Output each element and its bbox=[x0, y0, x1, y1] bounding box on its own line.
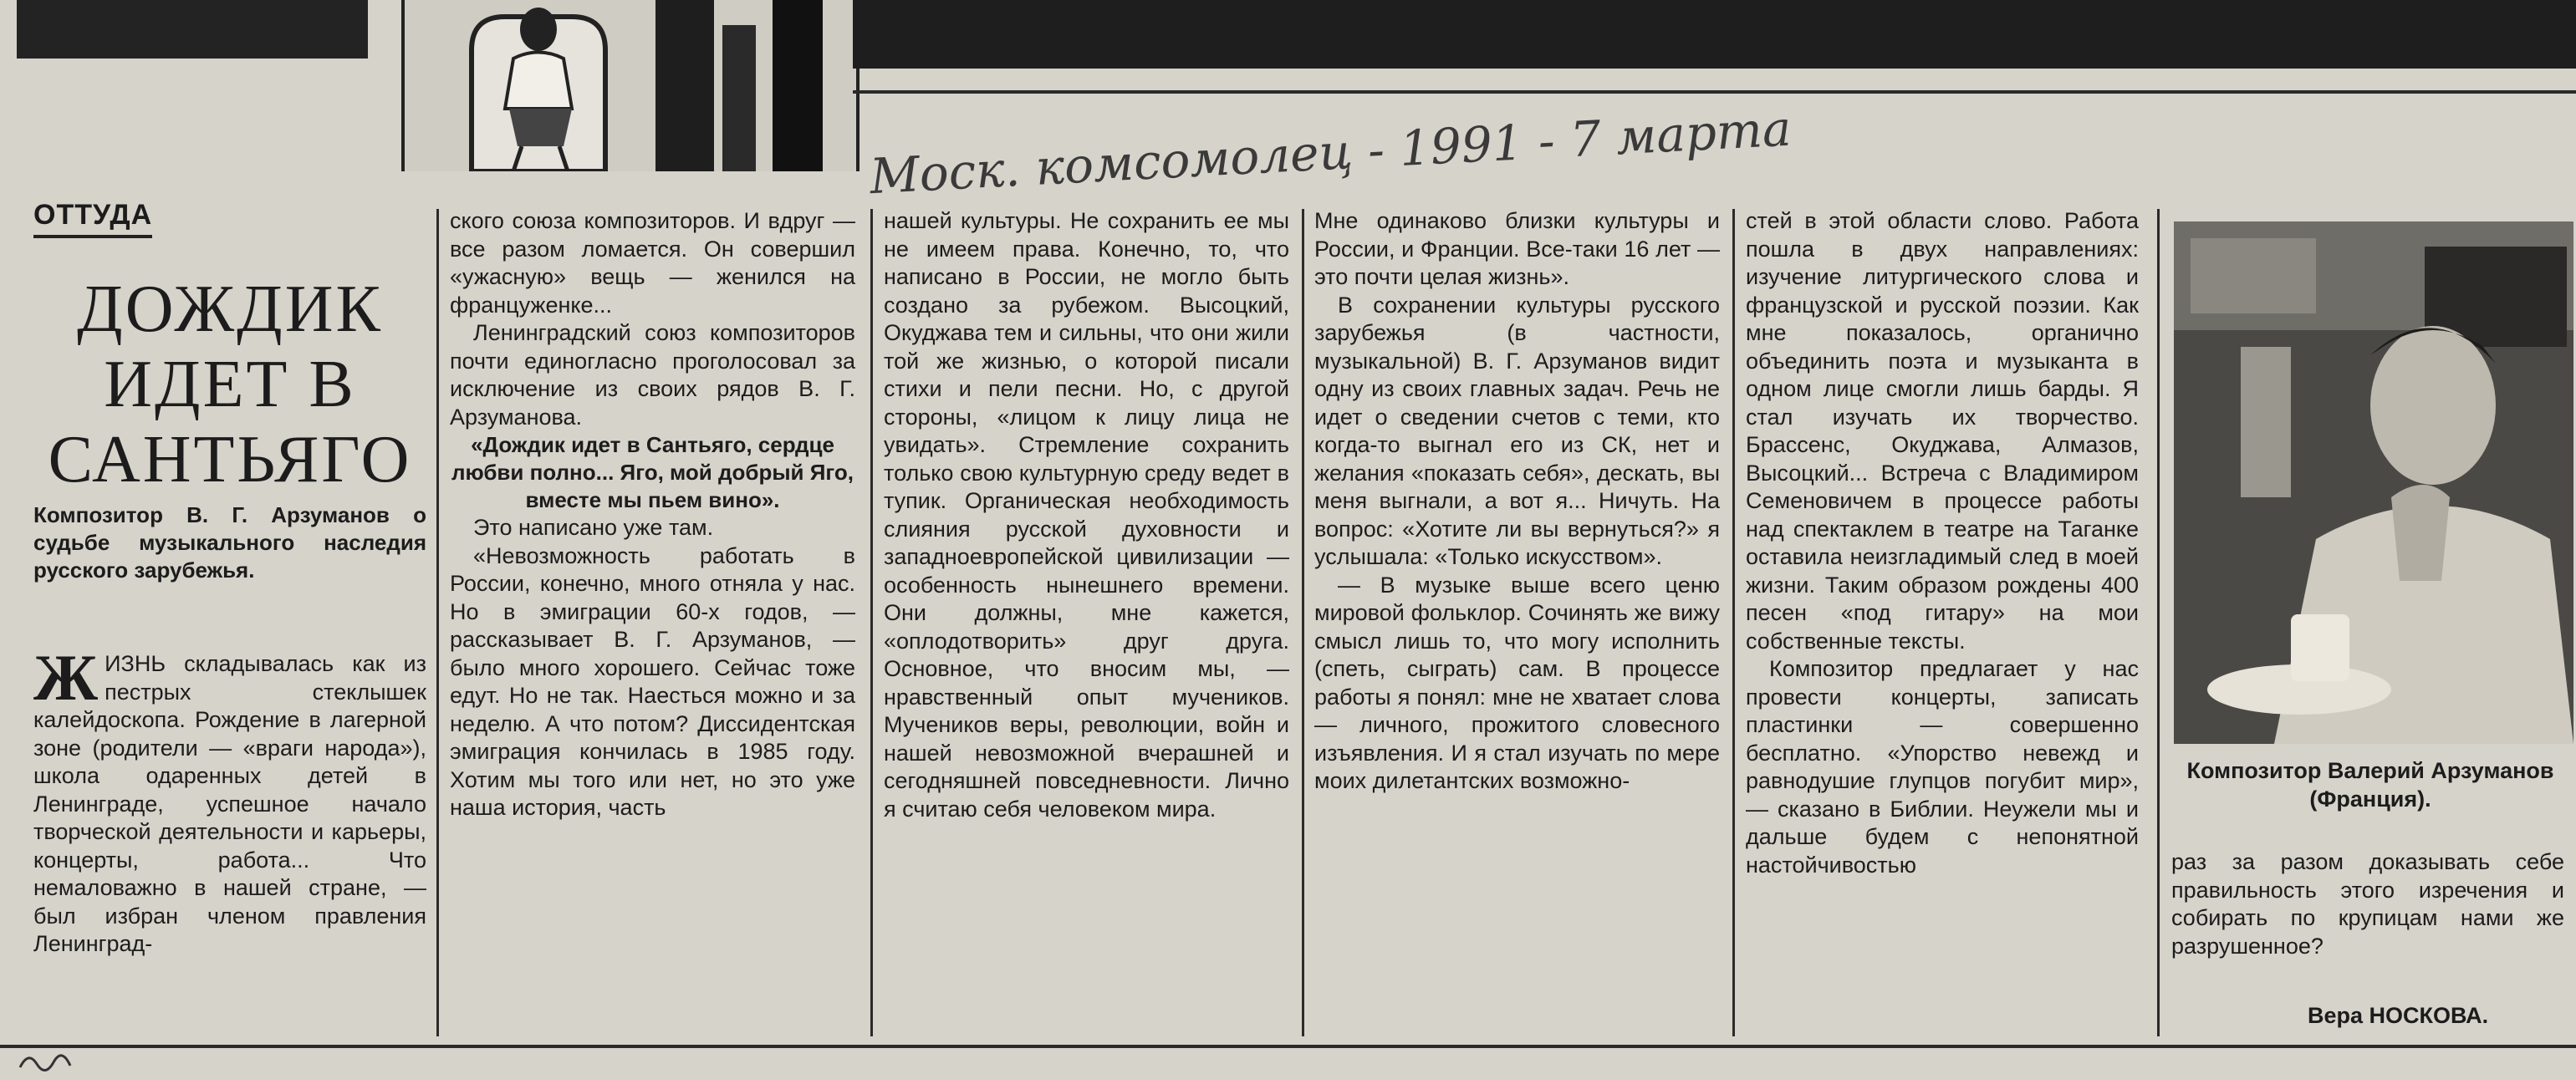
column-rule bbox=[1302, 209, 1304, 1036]
paragraph: В сохранении культуры русского зарубежья (в частности, музыкальной) В. Г. Арзуманов видит одну из своих главных задач. Речь не идет о сведении счетов с теми, кто когда-то выгнал его из СК, нет и желания «показать себя», дескать, вы меня выгнали, а вот я... Ничуть. На вопрос: «Хотите ли вы вернуться?» я услышала: «Только искусством». bbox=[1314, 292, 1720, 569]
scribble-icon bbox=[17, 1049, 84, 1072]
handwritten-note: Моск. комсомолец - 1991 - 7 марта bbox=[868, 99, 1793, 206]
section-rubric: ОТТУДА bbox=[33, 199, 152, 238]
author-signature: Вера НОСКОВА. bbox=[2308, 1003, 2489, 1028]
illustration-figures bbox=[405, 0, 856, 171]
column-rule bbox=[436, 209, 439, 1036]
composer-photo bbox=[2174, 221, 2573, 744]
drop-cap: Ж bbox=[33, 641, 99, 714]
paragraph: ского союза композиторов. И вдруг — все разом ломается. Он совершил «ужасную» вещь — женился на француженке... bbox=[450, 208, 855, 318]
top-illustration bbox=[401, 0, 860, 171]
column-text: ИЗНЬ складывалась как из пестрых стеклышек калейдоскопа. Рождение в лагерной зоне (родители — «враги народа»), школа одаренных детей в Ленинграде, успешное начало творческой деятельности и карьеры, концерты, работа... Что немаловажно в нашей стране, — был избран членом правления Ленинград- bbox=[33, 651, 426, 956]
paragraph: Композитор предлагает у нас провести концерты, записать пластинки — совершенно бесплатно. «Упорство невежд и равнодушие глупцов погубит мир», — сказано в Библии. Неужели мы и дальше будем с непонятной настойчивостью bbox=[1746, 656, 2139, 878]
paragraph: Ленинградский союз композиторов почти единогласно проголосовал за исключение из своих рядов В. Г. Арзуманова. bbox=[450, 320, 855, 430]
column-rule bbox=[2157, 209, 2160, 1036]
paragraph: раз за разом доказывать себе правильность этого изречения и собирать по крупицам нами же разрушенное? bbox=[2171, 849, 2564, 959]
column-rule bbox=[1732, 209, 1735, 1036]
article-column-2 bbox=[450, 207, 855, 822]
paragraph: Мне одинаково близки культуры и России, и Франции. Все-таки 16 лет — это почти целая жизнь». bbox=[1314, 208, 1720, 289]
column-rule bbox=[870, 209, 873, 1036]
photo-caption: Композитор Валерий Арзуманов (Франция). bbox=[2186, 758, 2554, 812]
top-dark-band-right bbox=[853, 0, 2576, 69]
photo-image bbox=[2174, 221, 2573, 744]
paragraph: — В музыке выше всего ценю мировой фольклор. Сочинять же вижу смысл лишь то, что могу исполнить (спеть, сыграть) сам. В процессе работы я понял: мне не хватает слова — личного, прожитого словесного изъявления. И я стал изучать по мере моих дилетантских возможно- bbox=[1314, 572, 1720, 793]
article-headline: ДОЖДИК ИДЕТ В САНТЬЯГО bbox=[48, 272, 412, 496]
paragraph: «Невозможность работать в России, конечно, много отняла у нас. Но в эмиграции 60-х годов, — рассказывает В. Г. Арзуманов, — было много хорошего. Сейчас тоже едут. Но не так. Наесться можно и за неделю. А что потом? Диссидентская эмиграция кончилась в 1985 году. Хотим мы того или нет, но это уже наша история, часть bbox=[450, 542, 855, 820]
article-column-1 bbox=[33, 641, 426, 959]
top-dark-band-left bbox=[17, 0, 368, 59]
article-column-5 bbox=[1746, 207, 2139, 879]
paragraph: стей в этой области слово. Работа пошла в двух направлениях: изучение литургического слова и французской и русской поэзии. Как мне показалось, органично объединить поэта и музыканта в одном лице смогли лишь барды. Я стал изучать их творчество. Брассенс, Окуджава, Алмазов, Высоцкий... Встреча с Владимиром Семеновичем в процессе работы над спектаклем в театре на Таганке оставила неизгладимый след в моей жизни. Таким образом рождены 400 песен «под гитару» на мои собственные тексты. bbox=[1746, 208, 2139, 654]
article-column-3 bbox=[884, 207, 1289, 823]
article-column-6 bbox=[2171, 848, 2564, 960]
paragraph: Это написано уже там. bbox=[473, 515, 714, 540]
paragraph: нашей культуры. Не сохранить ее мы не имеем права. Конечно, то, что написано в России, не могло быть создано за рубежом. Высоцкий, Окуджава тем и сильны, что они жили той же жизнью, о которой писали стихи и пели песни. Но, с другой стороны, «лицом к лицу лица не увидать». Стремление сохранить только свою культурную среду ведет в тупик. Органическая необходимость слияния русской духовности и западноевропейской цивилизации — особенность нынешнего времени. Они должны, мне кажется, «оплодотворить» друг друга. Основное, что вносим мы, — нравственный опыт мучеников. Мучеников веры, революции, войн и нашей невозможной вчерашней и сегодняшней повседневности. Лично я считаю себя человеком мира. bbox=[884, 208, 1289, 822]
song-quote: «Дождик идет в Сантьяго, сердце любви полно... Яго, мой добрый Яго, вместе мы пьем вино». bbox=[451, 432, 854, 512]
article-column-4 bbox=[1314, 207, 1720, 796]
article-lead: Композитор В. Г. Арзуманов о судьбе музыкального наследия русского зарубежья. bbox=[33, 502, 426, 583]
bottom-rule bbox=[0, 1045, 2576, 1048]
top-rule bbox=[853, 90, 2576, 94]
